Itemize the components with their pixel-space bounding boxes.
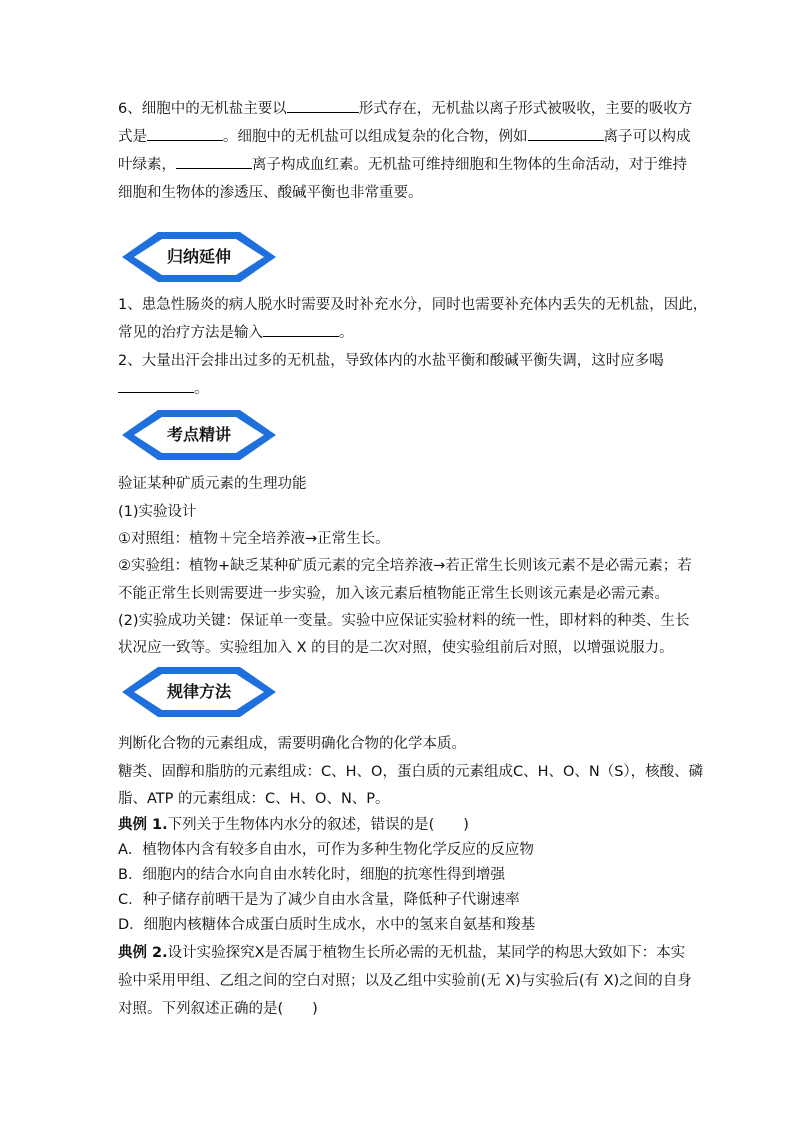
guina-text: 2、大量出汗会排出过多的无机盐，导致体内的水盐平衡和酸碱平衡失调，这时应多喝: [118, 353, 664, 369]
kaodian-sub-2-cont: 状况应一致等。实验组加入 X 的目的是二次对照，使实验组前后对照，以增强说服力。: [118, 640, 674, 656]
q6-line-2: [118, 123, 691, 151]
section-title: 考点精讲: [166, 425, 231, 444]
guilv-line-2: 糖类、固醇和脂肪的元素组成：C、H、O，蛋白质的元素组成C、H、O、N（S），核酸、磷: [118, 764, 704, 780]
q6-line-1: [118, 95, 693, 123]
q6-text: 叶绿素，: [118, 157, 176, 173]
q6-line-3: [118, 151, 687, 179]
q6-text: 离子构成血红素。无机盐可维持细胞和生物体的生命活动，对于维持: [252, 157, 687, 173]
guilv-line-2-cont: 脂、ATP 的元素组成：C、H、O、N、P。: [118, 791, 390, 807]
section-badge-guilv: [120, 666, 278, 718]
kaodian-sub-2: (2)实验成功关键：保证单一变量。实验中应保证实验材料的统一性，即材料的种类、生长: [118, 613, 690, 629]
guina-item-1: [118, 291, 708, 319]
option-a[interactable]: A．植物体内含有较多自由水，可作为多种生物化学反应的反应物: [118, 842, 534, 858]
guina-item-2-cont: [118, 375, 678, 403]
example-tag: 典例 2.: [118, 945, 168, 961]
section-title: 规律方法: [166, 682, 231, 701]
example-stem: 设计实验探究X是否属于植物生长所必需的无机盐，某同学的构思大致如下：本实: [167, 945, 686, 961]
example-1-stem: [118, 811, 678, 839]
guina-text: 。: [194, 381, 209, 397]
q6-text: 形式存在，无机盐以离子形式被吸收，主要的吸收方: [358, 101, 693, 117]
example-2-line-3: 对照。下列叙述正确的是( ): [118, 1001, 318, 1017]
answer-blank[interactable]: [287, 96, 359, 113]
guina-text: 。: [339, 325, 354, 341]
section-badge-kaodian: [120, 409, 278, 461]
q6-text: 式是: [118, 129, 147, 145]
answer-blank[interactable]: [263, 320, 339, 337]
guina-text: 1、患急性肠炎的病人脱水时需要及时补充水分，同时也需要补充体内丢失的无机盐，因此，: [118, 297, 708, 313]
q6-text: 细胞和生物体的渗透压、酸碱平衡也非常重要。: [118, 185, 423, 201]
guina-item-1-cont: [118, 319, 678, 347]
kaodian-experiment-cont: 不能正常生长则需要进一步实验，加入该元素后植物能正常生长则该元素是必需元素。: [118, 586, 669, 602]
option-c[interactable]: C．种子储存前晒干是为了减少自由水含量，降低种子代谢速率: [118, 892, 520, 908]
example-stem: 下列关于生物体内水分的叙述，错误的是( ): [167, 817, 469, 833]
example-2-line-2: 验中采用甲组、乙组之间的空白对照；以及乙组中实验前(无 X)与实验后(有 X)之间的自身: [118, 973, 692, 989]
guilv-line-1: 判断化合物的元素组成，需要明确化合物的化学本质。: [118, 736, 466, 752]
kaodian-experiment: ②实验组：植物+缺乏某种矿质元素的完全培养液→若正常生长则该元素不是必需元素；若: [118, 558, 692, 574]
kaodian-control: ①对照组：植物＋完全培养液→正常生长。: [118, 531, 390, 547]
q6-text: 离子可以构成: [603, 129, 691, 145]
example-tag: 典例 1.: [118, 817, 168, 833]
section-title: 归纳延伸: [166, 247, 231, 266]
answer-blank[interactable]: [176, 152, 252, 169]
guina-text: 常见的治疗方法是输入: [118, 325, 263, 341]
option-d[interactable]: D．细胞内核糖体合成蛋白质时生成水，水中的氢来自氨基和羧基: [118, 917, 536, 933]
answer-blank[interactable]: [528, 124, 604, 141]
example-2-line-1: [118, 939, 686, 967]
guina-item-2: [118, 347, 678, 375]
answer-blank[interactable]: [147, 124, 223, 141]
option-b[interactable]: B．细胞内的结合水向自由水转化时，细胞的抗寒性得到增强: [118, 867, 505, 883]
q6-text: 。细胞中的无机盐可以组成复杂的化合物，例如: [223, 129, 528, 145]
q6-line-4: [118, 179, 678, 207]
kaodian-sub-1: (1)实验设计: [118, 504, 197, 520]
kaodian-title: 验证某种矿质元素的生理功能: [118, 476, 307, 492]
answer-blank[interactable]: [118, 376, 194, 393]
q6-text: 6、细胞中的无机盐主要以: [118, 101, 287, 117]
section-badge-guina: [120, 231, 278, 283]
